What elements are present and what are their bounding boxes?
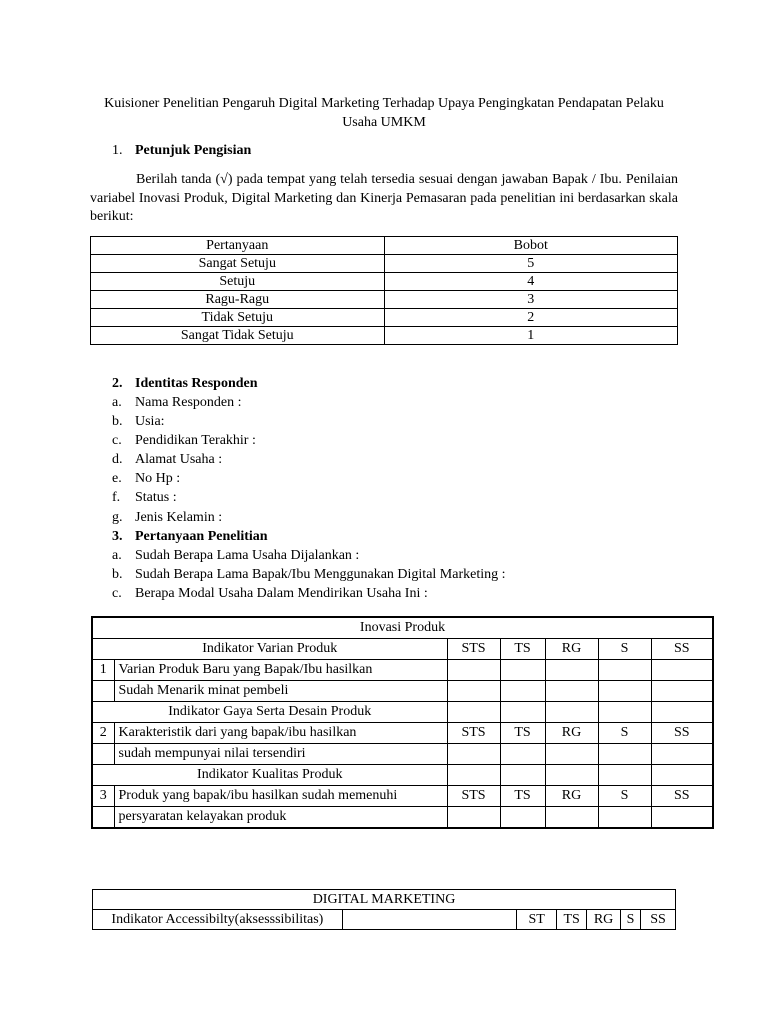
empty-cell [500, 702, 545, 723]
section1-number: 1. [112, 143, 123, 158]
list-item-text: Pendidikan Terakhir : [135, 433, 256, 448]
list-item-text: Berapa Modal Usaha Dalam Mendirikan Usaha Ini : [135, 586, 428, 601]
scale-weight: 4 [384, 273, 677, 291]
list-item [112, 488, 177, 507]
scale-header-ts: TS [500, 786, 545, 807]
table-row [92, 723, 713, 744]
question-number: 1 [92, 660, 114, 681]
answer-cell-ss[interactable] [651, 660, 713, 681]
scale-label: Ragu-Ragu [91, 291, 385, 309]
list-item-text: Sudah Berapa Lama Bapak/Ibu Menggunakan Digital Marketing : [135, 567, 506, 582]
empty-cell [651, 702, 713, 723]
empty-cell [447, 702, 500, 723]
list-item-label: d. [112, 452, 123, 467]
answer-cell-ss[interactable] [651, 807, 713, 829]
answer-cell-rg[interactable] [545, 744, 598, 765]
list-item-label: a. [112, 395, 122, 410]
answer-cell-s[interactable] [598, 681, 651, 702]
list-item-text: Jenis Kelamin : [135, 510, 223, 525]
list-item [112, 393, 242, 412]
answer-cell-sts[interactable] [447, 681, 500, 702]
answer-cell-rg[interactable] [545, 681, 598, 702]
list-item [112, 565, 506, 584]
list-item-text: Status : [135, 490, 177, 505]
scale-table [90, 236, 678, 345]
scale-header-s: S [598, 723, 651, 744]
table-row [91, 291, 678, 309]
section3-number: 3. [112, 529, 123, 544]
answer-cell-ts[interactable] [500, 744, 545, 765]
list-item-label: b. [112, 414, 123, 429]
answer-cell-s[interactable] [598, 744, 651, 765]
scale-weight: 3 [384, 291, 677, 309]
scale-header-s: S [598, 786, 651, 807]
instruction-text: Berilah tanda (√) pada tempat yang telah tersedia sesuai dengan jawaban Bapak / Ibu. Penilaian variabel Inovasi Produk, Digital Marketing dan Kinerja Pemasaran pada penelitian ini berdasarkan skala berikut: [90, 172, 678, 224]
question-text: persyaratan kelayakan produk [114, 807, 447, 829]
scale-header-sts: STS [447, 786, 500, 807]
empty-cell [598, 702, 651, 723]
question-number: 2 [92, 723, 114, 744]
list-item-label: e. [112, 471, 122, 486]
empty-cell [598, 765, 651, 786]
empty-cell [342, 910, 516, 930]
inovasi-table-title: Inovasi Produk [92, 617, 713, 639]
question-text: Produk yang bapak/ibu hasilkan sudah memenuhi [114, 786, 447, 807]
list-item [112, 431, 256, 450]
table-row [91, 255, 678, 273]
empty-cell [545, 765, 598, 786]
answer-cell-ss[interactable] [651, 681, 713, 702]
scale-weight: 5 [384, 255, 677, 273]
list-item-label: c. [112, 586, 122, 601]
list-item-label: c. [112, 433, 122, 448]
list-item-text: Alamat Usaha : [135, 452, 223, 467]
list-item [112, 508, 222, 527]
section1-heading [112, 143, 251, 159]
list-item-label: b. [112, 567, 123, 582]
list-item [112, 584, 428, 603]
header-bobot: Bobot [384, 237, 677, 255]
answer-cell-sts[interactable] [447, 744, 500, 765]
question-text: sudah mempunyai nilai tersendiri [114, 744, 447, 765]
scale-header-ss: SS [641, 910, 676, 930]
list-item [112, 450, 222, 469]
list-item-text: Nama Responden : [135, 395, 242, 410]
table-row [92, 807, 713, 829]
scale-label: Tidak Setuju [91, 309, 385, 327]
answer-cell-ts[interactable] [500, 807, 545, 829]
scale-header-s: S [621, 910, 641, 930]
answer-cell-ts[interactable] [500, 681, 545, 702]
list-item [112, 412, 165, 431]
indicator-kualitas-produk: Indikator Kualitas Produk [92, 765, 447, 786]
table-row [92, 681, 713, 702]
list-item-text: Sudah Berapa Lama Usaha Dijalankan : [135, 548, 360, 563]
indicator-gaya-desain: Indikator Gaya Serta Desain Produk [92, 702, 447, 723]
digital-table-title: DIGITAL MARKETING [93, 890, 676, 910]
scale-header-rg: RG [545, 723, 598, 744]
scale-header-ss: SS [651, 786, 713, 807]
scale-label: Sangat Setuju [91, 255, 385, 273]
scale-header-st: ST [517, 910, 557, 930]
list-item-text: Usia: [135, 414, 165, 429]
list-item-label: g. [112, 510, 123, 525]
scale-header-sts: STS [447, 639, 500, 660]
answer-cell-sts[interactable] [447, 660, 500, 681]
scale-header-ts: TS [500, 723, 545, 744]
indicator-accessibility: Indikator Accessibilty(aksesssibilitas) [93, 910, 343, 930]
answer-cell-ss[interactable] [651, 744, 713, 765]
empty-cell [500, 765, 545, 786]
scale-header-sts: STS [447, 723, 500, 744]
answer-cell-s[interactable] [598, 807, 651, 829]
table-row [92, 744, 713, 765]
scale-header-ss: SS [651, 723, 713, 744]
answer-cell-s[interactable] [598, 660, 651, 681]
table-row [91, 327, 678, 345]
empty-number-cell [92, 807, 114, 829]
list-item-text: No Hp : [135, 471, 181, 486]
scale-header-rg: RG [545, 639, 598, 660]
inovasi-produk-table [91, 616, 714, 829]
table-row [92, 786, 713, 807]
empty-cell [545, 702, 598, 723]
question-text: Karakteristik dari yang bapak/ibu hasilkan [114, 723, 447, 744]
section3-title: Pertanyaan Penelitian [135, 529, 268, 544]
answer-cell-rg[interactable] [545, 660, 598, 681]
empty-number-cell [92, 681, 114, 702]
section2-title: Identitas Responden [135, 376, 258, 391]
scale-header-ss: SS [651, 639, 713, 660]
header-pertanyaan: Pertanyaan [91, 237, 385, 255]
scale-label: Setuju [91, 273, 385, 291]
document-title: Kuisioner Penelitian Pengaruh Digital Marketing Terhadap Upaya Pengingkatan Pendapatan Pelaku Usaha UMKM [104, 96, 664, 130]
table-row [91, 273, 678, 291]
scale-header-rg: RG [587, 910, 621, 930]
answer-cell-sts[interactable] [447, 807, 500, 829]
scale-header-rg: RG [545, 786, 598, 807]
section1-title: Petunjuk Pengisian [135, 143, 252, 158]
list-item [112, 469, 180, 488]
scale-header-ts: TS [500, 639, 545, 660]
question-number: 3 [92, 786, 114, 807]
question-text: Varian Produk Baru yang Bapak/Ibu hasilkan [114, 660, 447, 681]
empty-cell [651, 765, 713, 786]
scale-weight: 1 [384, 327, 677, 345]
instruction-paragraph [90, 171, 678, 227]
empty-number-cell [92, 744, 114, 765]
table-row [91, 309, 678, 327]
list-item-label: a. [112, 548, 122, 563]
answer-cell-rg[interactable] [545, 807, 598, 829]
section2-number: 2. [112, 376, 123, 391]
scale-header-ts: TS [557, 910, 587, 930]
section3-heading [112, 527, 268, 546]
scale-weight: 2 [384, 309, 677, 327]
digital-marketing-table [92, 889, 676, 930]
table-header-row [91, 237, 678, 255]
scale-label: Sangat Tidak Setuju [91, 327, 385, 345]
table-row [92, 660, 713, 681]
scale-header-s: S [598, 639, 651, 660]
empty-cell [447, 765, 500, 786]
answer-cell-ts[interactable] [500, 660, 545, 681]
section2-heading [112, 374, 258, 393]
list-item [112, 546, 359, 565]
indicator-varian-produk: Indikator Varian Produk [92, 639, 447, 660]
list-item-label: f. [112, 490, 121, 505]
question-text: Sudah Menarik minat pembeli [114, 681, 447, 702]
